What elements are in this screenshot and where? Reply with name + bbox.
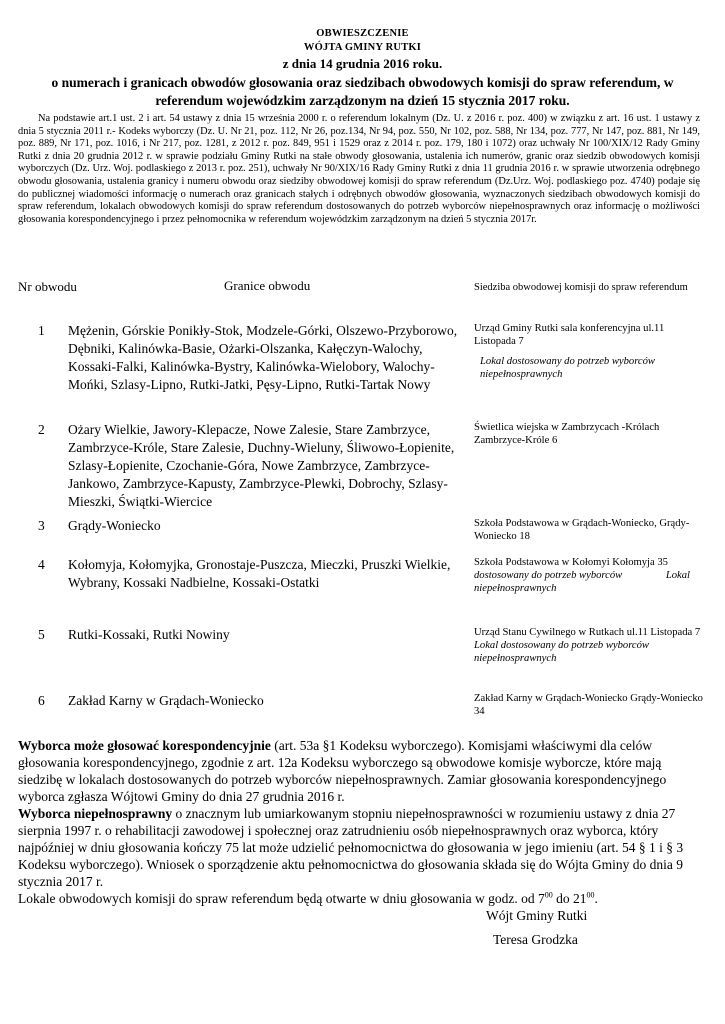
column-header-nr: Nr obwodu	[18, 279, 77, 294]
seat-address: Zakład Karny w Grądach-Woniecko Grądy-Woniecko 34	[474, 693, 703, 717]
row-number: 4	[38, 557, 45, 572]
row-boundaries: Mężenin, Górskie Ponikły-Stok, Modzele-Górki, Olszewo-Przyborowo, Dębniki, Kalinówka-Basie, Ożarki-Olszanka, Kałęczyn-Walochy, Kossaki-Falki, Kalinówka-Bystry, Kalinówka-Wielobory, Walochy-Mońki, Szlasy-Lipno, Rutki-Jatki, Pęsy-Lipno, Rutki-Tartak Nowy	[68, 323, 458, 392]
accessible-note: Lokal dostosowany do potrzeb wyborców niepełnosprawnych	[474, 640, 649, 664]
footer-hours-sup-2: 00	[586, 890, 595, 900]
signature-title: Wójt Gminy Rutki	[486, 908, 588, 923]
header-title: OBWIESZCZENIE	[316, 28, 409, 39]
seat-address: Szkoła Podstawowa w Kołomyi Kołomyja 35	[474, 557, 668, 568]
row-number: 1	[38, 323, 45, 338]
accessible-note: Lokal dostosowany do potrzeb wyborców niepełnosprawnych	[480, 356, 655, 380]
accessible-note: dostosowany do potrzeb wyborców niepełnosprawnych	[474, 570, 623, 594]
row-seat	[474, 626, 704, 665]
row-seat	[474, 517, 704, 543]
header-date: z dnia 14 grudnia 2016 roku.	[282, 56, 443, 71]
footer-disabled-voter-heading: Wyborca niepełnosprawny	[18, 806, 173, 821]
row-seat	[474, 322, 704, 381]
row-seat	[474, 556, 704, 595]
footer-info	[18, 737, 708, 907]
row-boundaries: Grądy-Woniecko	[68, 518, 161, 533]
row-number: 2	[38, 422, 45, 437]
column-header-granice: Granice obwodu	[224, 278, 311, 293]
footer-postal-vote-heading: Wyborca może głosować korespondencyjnie	[18, 738, 271, 753]
footer-hours-sup: 00	[544, 890, 553, 900]
row-number: 6	[38, 693, 45, 708]
signature-name: Teresa Grodzka	[493, 932, 578, 947]
row-boundaries: Zakład Karny w Grądach-Woniecko	[68, 693, 264, 708]
row-seat	[474, 692, 704, 718]
column-header-siedziba: Siedziba obwodowej komisji do spraw referendum	[474, 282, 688, 293]
row-boundaries: Kołomyja, Kołomyjka, Gronostaje-Puszcza, Mieczki, Pruszki Wielkie, Wybrany, Kossaki Nadbielne, Kossaki-Ostatki	[68, 557, 451, 590]
row-seat	[474, 421, 704, 447]
header-subject: o numerach i granicach obwodów głosowania oraz siedzibach obwodowych komisji do spraw referendum, w referendum wojewódzkim zarządzonym na dzień 15 stycznia 2017 roku.	[51, 75, 674, 108]
intro-paragraph: Na podstawie art.1 ust. 2 i art. 54 ustawy z dnia 15 września 2000 r. o referendum lokalnym (Dz. U. z 2016 r. poz. 400) w związku z art. 16 ust. 1 ustawy z dnia 5 stycznia 2011 r.- Kodeks wyborczy (Dz. U. Nr 21, poz. 112, Nr 26, poz.134, Nr 94, poz. 550, Nr 102, poz. 588, Nr 134, poz. 777, Nr 147, poz. 881, Nr 149, poz. 889, Nr 171, poz. 1016, i Nr 217, poz. 1281, z 2012 r. poz. 849, 951 i 1529 oraz z 2014 r. poz. 179, 180 i 1072) oraz uchwały Nr 100/XIX/12 Rady Gminy Rutki z dnia 20 grudnia 2012 r. w sprawie podziału Gminy Rutki na stałe obwody głosowania, ustalenia ich numerów, granic oraz siedzib obwodowych komisji wyborczych (Dz. Urz. Woj. podlaskiego z 2013 r. poz. 251), uchwały Nr 90/XIX/16 Rady Gminy Rutki z dnia 11 grudnia 2016 r. w sprawie utworzenia odrębnego obwodu głosowania, ustalenia granicy i numeru obwodu oraz siedziby obwodowej komisji do spraw referendum (Dz.Urz. Woj. podlaskiego poz. 4740) podaje się do publicznej wiadomości informację o numerach oraz granicach stałych i odrębnych obwodów głosowania, wyznaczonych siedzibach obwodowych komisji do spraw referendum, lokalach obwodowych komisji do spraw referendum dostosowanych do potrzeb wyborców niepełnosprawnych oraz informację o możliwości głosowania korespondencyjnego i przez pełnomocnika w referendum wojewódzkim zarządzonym na dzień 5 stycznia 2017r.	[18, 113, 700, 225]
accessible-note-head: Lokal	[665, 570, 690, 581]
row-number: 5	[38, 627, 45, 642]
footer-hours-end: .	[594, 891, 598, 906]
footer-hours-text: Lokale obwodowych komisji do spraw referendum będą otwarte w dniu głosowania w godz. od 7	[18, 891, 545, 906]
footer-postal-vote-text: (art. 53a §1 Kodeksu wyborczego). Komisjami właściwymi dla celów głosowania korespondencyjnego, zgodnie z art. 12a Kodeksu wyborczego są obwodowe komisje wyborcze, które mają siedzibę w lokalach dostosowanych do potrzeb wyborców niepełnosprawnych. Zamiar głosowania korespondencyjnego wyborca zgłasza Wójtowi Gminy do dnia 27 grudnia 2016 r.	[18, 738, 667, 804]
footer-hours-text-2: do 21	[552, 891, 587, 906]
header-authority: WÓJTA GMINY RUTKI	[303, 42, 422, 53]
footer-disabled-voter-text: o znacznym lub umiarkowanym stopniu niepełnosprawności w rozumieniu ustawy z dnia 27 sierpnia 1997 r. o rehabilitacji zawodowej i społecznej oraz zatrudnieniu osób niepełnosprawnych oraz wyborca, który najpóźniej w dniu głosowania kończy 75 lat może udzielić pełnomocnictwa do głosowania w jego imieniu (art. 54 § 1 i § 3 Kodeksu wyborczego). Wniosek o sporządzenie aktu pełnomocnictwa do głosowania składa się do Wójta Gminy do dnia 9 stycznia 2017 r.	[18, 806, 684, 889]
seat-address: Świetlica wiejska w Zambrzycach -Królach Zambrzyce-Króle 6	[474, 422, 660, 446]
row-boundaries: Ożary Wielkie, Jawory-Klepacze, Nowe Zalesie, Stare Zambrzyce, Zambrzyce-Króle, Stare Zalesie, Duchny-Wieluny, Śliwowo-Łopienite, Szlasy-Łopienite, Czochanie-Góra, Nowe Zambrzyce, Zambrzyce-Jankowo, Zambrzyce-Kapusty, Zambrzyce-Plewki, Dobrochy, Szlasy-Mieszki, Świątki-Wiercice	[68, 422, 455, 509]
seat-address: Urząd Gminy Rutki sala konferencyjna ul.11 Listopada 7	[474, 323, 665, 347]
row-boundaries: Rutki-Kossaki, Rutki Nowiny	[68, 627, 230, 642]
seat-address: Szkoła Podstawowa w Grądach-Woniecko, Grądy-Woniecko 18	[474, 518, 690, 542]
row-number: 3	[38, 518, 45, 533]
seat-address: Urząd Stanu Cywilnego w Rutkach ul.11 Listopada 7	[474, 627, 701, 638]
